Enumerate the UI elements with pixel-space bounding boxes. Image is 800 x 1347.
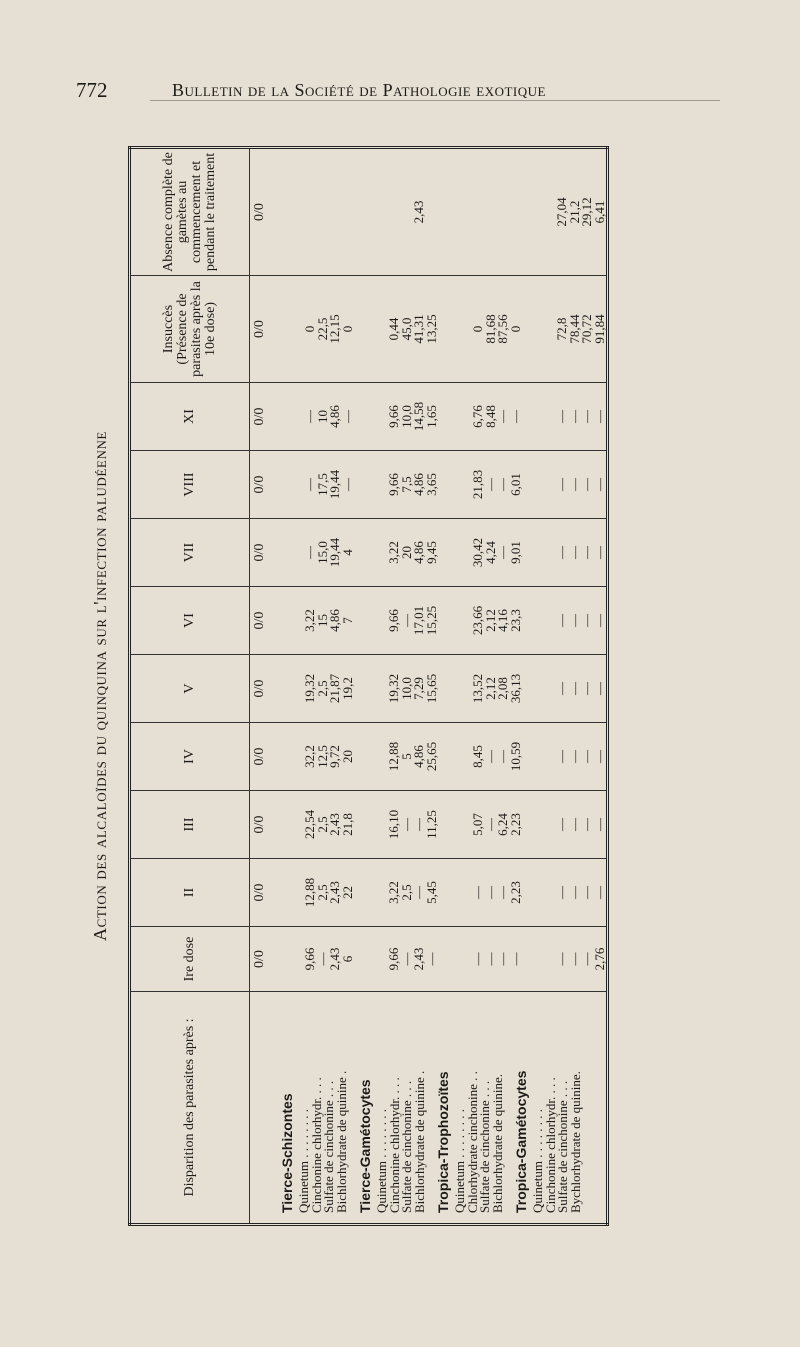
table-cell: —	[591, 886, 607, 899]
table-cell: —	[495, 410, 510, 423]
table-cell: 4,24	[482, 541, 498, 564]
table-cell: 2,43	[327, 813, 342, 836]
table-cell: 1,65	[423, 405, 439, 428]
unit-cell: 0/0	[250, 927, 271, 992]
alkaloid-action-table	[128, 146, 609, 1226]
table-cell: 17,01	[411, 605, 426, 636]
table-cell: 19,44	[327, 469, 342, 500]
table-cell: 10,59	[507, 741, 523, 772]
group-name: Tierce-Schizontes	[279, 1093, 295, 1213]
table-cell	[342, 152, 355, 272]
page-number: 772	[76, 78, 108, 102]
table-cell: 32,2	[302, 745, 317, 768]
values-column	[270, 451, 608, 519]
table-cell	[388, 152, 401, 272]
table-cell: 6,01	[507, 473, 523, 496]
table-cell: —	[591, 546, 607, 559]
table-cell: —	[302, 410, 317, 423]
table-cell: 9,66	[386, 473, 401, 496]
table-cell: 4,16	[495, 609, 510, 632]
table-cell: 9,66	[386, 947, 401, 971]
table-cell: —	[566, 952, 582, 966]
row-label: Bichlorhydrate de quinine.	[489, 1074, 505, 1213]
row-label: Bichlorhydrate de quinine .	[411, 1070, 427, 1213]
unit-cell	[250, 992, 271, 1225]
table-cell: —	[398, 614, 414, 627]
row-label: Bichlorhydrate de quinine .	[333, 1070, 349, 1213]
table-cell: 36,13	[507, 673, 523, 704]
table-cell: 5	[398, 753, 414, 760]
row-label: Chlorhydrate cinchonine . .	[464, 1071, 480, 1213]
row-label: Bychlorhydrate de quinine.	[567, 1071, 583, 1213]
table-cell: 2,5	[398, 884, 414, 901]
table-cell: 27,04	[554, 197, 569, 227]
table-cell: 9,72	[327, 745, 342, 768]
unit-cell: 0/0	[250, 723, 271, 791]
table-cell: 10	[314, 410, 330, 423]
table-cell: 45,0	[398, 317, 414, 341]
table-cell: 2,5	[314, 816, 330, 833]
table-cell: —	[579, 750, 594, 763]
table-cell: 21,83	[470, 469, 485, 500]
table-cell: 22,54	[302, 809, 317, 840]
table-cell: 6	[339, 955, 355, 963]
table-cell: 2,23	[507, 881, 523, 904]
table-cell: 91,84	[591, 314, 607, 344]
table-cell: —	[482, 886, 498, 899]
table-cell: —	[482, 818, 498, 831]
unit-cell: 0/0	[250, 519, 271, 587]
table-cell: 5,07	[470, 813, 485, 836]
table-header-row	[130, 148, 250, 1225]
table-cell: 7,5	[398, 476, 414, 493]
table-cell: 7,29	[411, 677, 426, 700]
table-cell: 13,52	[470, 673, 485, 704]
unit-cell: 0/0	[250, 587, 271, 655]
running-head: Bulletin de la Société de Pathologie exotique	[172, 80, 546, 100]
table-cell: 16,10	[386, 809, 401, 840]
table-cell: —	[579, 818, 594, 831]
values-column	[270, 655, 608, 723]
table-cell: —	[566, 410, 582, 423]
table-cell: 4	[339, 549, 355, 556]
table-cell: 22,5	[314, 317, 330, 341]
table-cell: 41,31	[411, 314, 426, 344]
table-cell: —	[591, 682, 607, 695]
values-column	[270, 519, 608, 587]
table-cell: 9,01	[507, 541, 523, 564]
column-header-dose-7: VII	[130, 519, 250, 587]
table-cell: —	[566, 682, 582, 695]
table-cell: —	[482, 952, 498, 966]
table-cell: 21,8	[339, 813, 355, 836]
table-cell: 4,86	[411, 541, 426, 564]
table-cell: 2,12	[482, 677, 498, 700]
column-header-dose-5: V	[130, 655, 250, 723]
table-cell: —	[495, 546, 510, 559]
table-cell: —	[554, 546, 569, 559]
column-header-dose-3: III	[130, 791, 250, 859]
table-cell: —	[495, 478, 510, 491]
table-cell: —	[302, 546, 317, 559]
table-cell: —	[579, 614, 594, 627]
table-cell: 12,88	[386, 741, 401, 772]
unit-row	[250, 148, 271, 1225]
table-cell: 20	[339, 750, 355, 763]
row-label: Sulfate de cinchonine . . .	[399, 1080, 414, 1213]
row-label: Quinetum . . . . . . . .	[530, 1109, 545, 1213]
rotated-table-container	[90, 146, 720, 1226]
table-cell: —	[554, 818, 569, 831]
table-cell: —	[554, 410, 569, 423]
table-cell: —	[566, 546, 582, 559]
row-label: Sulfate de cinchonine . . .	[321, 1080, 336, 1213]
table-cell: 10,0	[398, 677, 414, 700]
row-label: Quinetum . . . . . . . .	[452, 1109, 467, 1213]
unit-cell: 0/0	[250, 451, 271, 519]
table-cell: 15,65	[423, 673, 439, 704]
row-label: Sulfate de cinchonine . . .	[555, 1080, 570, 1213]
unit-cell: 0/0	[250, 148, 271, 276]
group-name: Tropica-Trophozoïtes	[435, 1071, 451, 1213]
values-column	[270, 148, 608, 276]
table-cell: 3,22	[386, 881, 401, 904]
table-cell: —	[411, 886, 426, 899]
table-cell: —	[591, 818, 607, 831]
table-cell: 19,32	[302, 673, 317, 704]
unit-cell: 0/0	[250, 791, 271, 859]
values-column	[270, 723, 608, 791]
table-cell: 9,66	[386, 609, 401, 632]
table-cell: —	[495, 952, 510, 966]
table-cell: 7	[339, 617, 355, 624]
table-cell: —	[398, 818, 414, 831]
unit-cell: 0/0	[250, 655, 271, 723]
values-column	[270, 859, 608, 927]
values-column	[270, 791, 608, 859]
table-cell: —	[566, 478, 582, 491]
table-cell	[304, 152, 317, 272]
table-cell: 8,45	[470, 745, 485, 768]
unit-cell: 0/0	[250, 276, 271, 383]
table-cell: —	[591, 614, 607, 627]
table-cell: 20	[398, 546, 414, 559]
table-cell: 9,66	[302, 947, 317, 971]
table-cell: 2,43	[411, 947, 426, 971]
row-label: Sulfate de cinchonine . . .	[477, 1080, 492, 1213]
column-header-disparition: Disparition des parasites après :	[130, 992, 250, 1225]
table-cell: 2,12	[482, 609, 498, 632]
table-cell: —	[579, 886, 594, 899]
table-cell: —	[495, 750, 510, 763]
table-cell: 21,2	[566, 200, 582, 224]
table-cell: 8,48	[482, 405, 498, 428]
table-cell: 6,24	[495, 813, 510, 836]
table-cell: —	[495, 886, 510, 899]
table-cell: —	[339, 410, 355, 423]
table-cell: 14,58	[411, 401, 426, 432]
table-cell: 22	[339, 886, 355, 899]
table-cell: —	[579, 546, 594, 559]
table-cell: 81,68	[482, 314, 498, 344]
table-cell: —	[554, 952, 569, 966]
table-cell: 19,44	[327, 537, 342, 568]
table-cell: 0	[302, 325, 317, 333]
table-cell	[329, 152, 342, 272]
table-cell: —	[482, 750, 498, 763]
table-cell: 19,32	[386, 673, 401, 704]
values-column	[270, 587, 608, 655]
column-header-dose-6: VI	[130, 587, 250, 655]
table-cell: 23,3	[507, 609, 523, 632]
table-cell: 23,66	[470, 605, 485, 636]
column-header-dose-11: XI	[130, 383, 250, 451]
table-cell: 4,86	[411, 745, 426, 768]
table-cell: 15	[314, 614, 330, 627]
table-cell: —	[579, 952, 594, 966]
table-cell: —	[566, 818, 582, 831]
table-cell: 5,45	[423, 881, 439, 904]
table-cell	[472, 152, 485, 272]
table-cell: —	[554, 478, 569, 491]
column-header-dose-8: VIII	[130, 451, 250, 519]
table-cell: 3,22	[302, 609, 317, 632]
table-title: Action des alcaloïdes du quinquina sur l'infection paludéenne	[90, 431, 110, 941]
table-cell: —	[591, 478, 607, 491]
table-cell: —	[554, 614, 569, 627]
table-cell: 15,25	[423, 605, 439, 636]
table-cell: —	[482, 478, 498, 491]
table-cell: 0	[339, 325, 355, 333]
table-cell: 13,25	[423, 314, 439, 344]
values-column	[270, 276, 608, 383]
table-cell: 6,41	[591, 200, 607, 224]
table-cell: —	[507, 952, 523, 966]
table-cell	[426, 152, 439, 272]
table-cell: —	[554, 682, 569, 695]
table-cell: 2,5	[314, 680, 330, 697]
table-cell: 4,86	[411, 473, 426, 496]
column-header-absence-gametes: Absence complète de gamètes au commencement et pendant le traitement	[130, 148, 250, 276]
table-cell: 12,88	[302, 877, 317, 908]
group-name: Tropica-Gamétocytes	[513, 1070, 529, 1213]
table-cell: 15,0	[314, 541, 330, 564]
table-cell: 12,5	[314, 745, 330, 768]
table-cell: 2,23	[507, 813, 523, 836]
table-cell: —	[566, 750, 582, 763]
table-cell: —	[566, 614, 582, 627]
table-cell: 3,22	[386, 541, 401, 564]
row-label: Cinchonine chlorhydr. . . .	[386, 1077, 402, 1213]
table-cell: 17,5	[314, 473, 330, 496]
table-cell: 25,65	[423, 741, 439, 772]
table-cell: —	[579, 478, 594, 491]
table-cell: —	[398, 952, 414, 966]
table-cell: 4,86	[327, 405, 342, 428]
table-cell: 78,44	[566, 314, 582, 344]
table-cell: 9,45	[423, 541, 439, 564]
table-cell: —	[411, 818, 426, 831]
values-column	[270, 927, 608, 992]
table-cell	[317, 152, 330, 272]
table-cell: 30,42	[470, 537, 485, 568]
table-cell: —	[314, 952, 330, 966]
table-cell: 9,66	[386, 405, 401, 428]
table-cell: 11,25	[423, 810, 439, 839]
table-cell: 70,72	[579, 314, 594, 344]
table-cell: —	[554, 886, 569, 899]
row-label: Quinetum . . . . . . . .	[374, 1109, 389, 1213]
table-cell: 3,65	[423, 473, 439, 496]
table-cell: 2,43	[327, 947, 342, 971]
row-label: Cinchonine chlorhydr. . . .	[308, 1077, 324, 1213]
column-header-insucces: Insuccès (Présence de parasites après la 10e dose)	[130, 276, 250, 383]
table-cell: 72,8	[554, 317, 569, 341]
table-cell: 87,56	[495, 314, 510, 344]
table-cell	[497, 152, 510, 272]
table-cell: —	[591, 750, 607, 763]
table-cell: 0,44	[386, 317, 401, 341]
table-cell: —	[591, 410, 607, 423]
row-label: Quinetum . . . . . . . .	[296, 1109, 311, 1213]
values-column	[270, 383, 608, 451]
header-rule	[150, 100, 720, 101]
table-body-row	[270, 148, 608, 1225]
group-name: Tierce-Gamétocytes	[357, 1079, 373, 1213]
table-cell: 0	[507, 325, 523, 333]
column-header-dose-1: Ire dose	[130, 927, 250, 992]
table-cell: 2,43	[411, 200, 426, 224]
table-cell: 12,15	[327, 314, 342, 344]
table-cell: —	[566, 886, 582, 899]
column-header-dose-4: IV	[130, 723, 250, 791]
table-cell: —	[507, 410, 523, 423]
table-cell: 2,08	[495, 677, 510, 700]
table-cell: 29,12	[579, 197, 594, 227]
table-cell: 2,43	[327, 881, 342, 904]
table-cell	[485, 152, 498, 272]
table-cell: —	[470, 952, 485, 966]
table-cell: 4,86	[327, 609, 342, 632]
table-cell: 10,0	[398, 405, 414, 428]
table-cell: —	[579, 682, 594, 695]
table-cell: —	[554, 750, 569, 763]
table-cell	[510, 152, 523, 272]
table-cell: —	[579, 410, 594, 423]
table-cell: 2,76	[591, 947, 607, 971]
table-cell: 6,76	[470, 405, 485, 428]
table-cell: —	[302, 478, 317, 491]
column-header-dose-2: II	[130, 859, 250, 927]
unit-cell: 0/0	[250, 859, 271, 927]
table-cell: 0	[470, 325, 485, 333]
table-cell: 21,87	[327, 673, 342, 704]
row-label-column	[270, 992, 608, 1225]
unit-cell: 0/0	[250, 383, 271, 451]
table-cell: —	[423, 952, 439, 966]
row-label: Cinchonine chlorhydr. . . .	[542, 1077, 558, 1213]
table-cell: —	[470, 886, 485, 899]
table-cell: —	[339, 478, 355, 491]
table-cell: 19,2	[339, 677, 355, 700]
table-cell: 2,5	[314, 884, 330, 901]
